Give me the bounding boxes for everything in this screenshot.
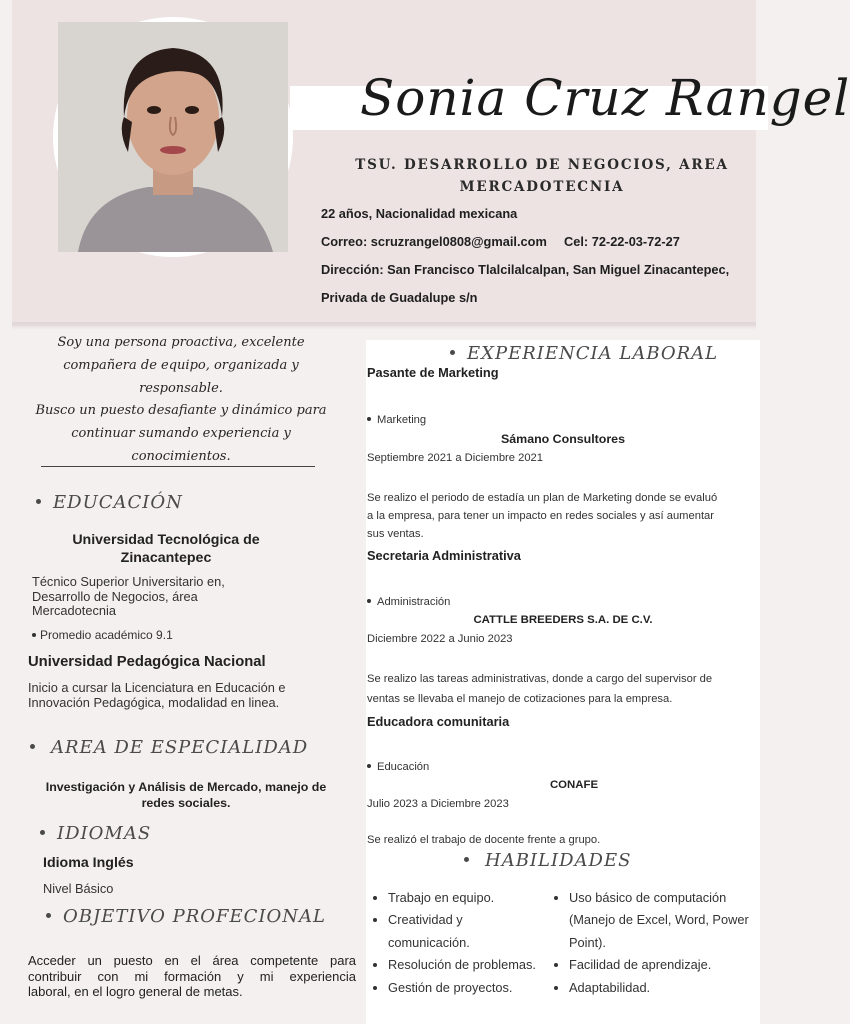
- profile-line: continuar sumando experiencia y: [71, 426, 291, 442]
- degree-1: Técnico Superior Universitario en, Desarrollo de Negocios, área Mercadotecnia: [32, 574, 225, 618]
- age-nationality: 22 años, Nacionalidad mexicana: [321, 206, 518, 221]
- average-item: Promedio académico 9.1: [32, 628, 173, 642]
- profile-line: compañera de equipo, organizada y: [63, 357, 299, 373]
- bullet-icon: [367, 599, 371, 603]
- skills-column-2: [549, 887, 749, 999]
- profile-line: Busco un puesto desafiante y dinámico para: [35, 403, 327, 419]
- bullet-icon: [36, 499, 41, 504]
- job-1-dates: Septiembre 2021 a Diciembre 2021: [367, 452, 543, 464]
- bullet-icon: [32, 633, 36, 637]
- job-3-company: CONAFE: [549, 779, 599, 791]
- profile-line: responsable.: [139, 380, 223, 396]
- candidate-title: TSU. DESARROLLO DE NEGOCIOS, AREA MERCADOTECNIA: [355, 157, 729, 195]
- language-name: Idioma Inglés: [43, 855, 134, 871]
- job-3-description: Se realizó el trabajo de docente frente a grupo.: [367, 834, 601, 846]
- profile-divider: [41, 466, 315, 467]
- job-2-area: Administración: [367, 596, 450, 608]
- skill-item: • Adaptabilidad.: [569, 977, 749, 999]
- job-2-dates: Diciembre 2022 a Junio 2023: [367, 633, 513, 645]
- address-line-2: Privada de Guadalupe s/n: [321, 290, 478, 305]
- education-heading: EDUCACIÓN: [36, 492, 183, 513]
- skills-heading: HABILIDADES: [464, 850, 631, 871]
- bullet-icon: [30, 744, 35, 749]
- bullet-icon: [46, 913, 51, 918]
- job-1-role: Pasante de Marketing: [367, 365, 499, 380]
- job-3-area: Educación: [367, 761, 429, 773]
- skill-item: • Resolución de problemas.: [388, 954, 536, 976]
- job-1-area: Marketing: [367, 414, 426, 426]
- school-1-name: Universidad Tecnológica de Zinacantepec: [72, 532, 260, 566]
- objective-text: Acceder un puesto en el área competente para contribuir con mi formación y mi experiencia laboral, en el logro general de metas.: [28, 953, 356, 999]
- specialty-heading: AREA DE ESPECIALIDAD: [30, 737, 308, 758]
- skill-item: • Gestión de proyectos.: [388, 977, 536, 999]
- candidate-name: Sonia Cruz Rangel: [360, 69, 850, 127]
- job-2-company: CATTLE BREEDERS S.A. DE C.V.: [473, 614, 653, 626]
- skill-item: • Facilidad de aprendizaje.: [569, 954, 749, 976]
- school-2-name: Universidad Pedagógica Nacional: [28, 654, 266, 670]
- degree-2: Inicio a cursar la Licenciatura en Educación e Innovación Pedagógica, modalidad en linea.: [28, 680, 286, 710]
- skill-item: • Creatividad y comunicación.: [388, 909, 536, 954]
- skills-column-1: [368, 887, 536, 999]
- profile-photo: [58, 22, 288, 252]
- profile-summary: [30, 332, 332, 469]
- language-level: Nivel Básico: [43, 881, 114, 896]
- bullet-icon: [464, 857, 469, 862]
- job-2-role: Secretaria Administrativa: [367, 548, 521, 563]
- objective-heading: OBJETIVO PROFECIONAL: [46, 906, 326, 927]
- address-line-1: Dirección: San Francisco Tlalcilalcalpan, San Miguel Zinacantepec,: [321, 262, 730, 277]
- bullet-icon: [450, 350, 455, 355]
- email-text: Correo: scruzrangel0808@gmail.com: [321, 234, 547, 249]
- bullet-icon: [40, 830, 45, 835]
- languages-heading: IDIOMAS: [40, 823, 151, 844]
- profile-line: conocimientos.: [131, 448, 231, 464]
- job-3-dates: Julio 2023 a Diciembre 2023: [367, 798, 509, 810]
- job-1-company: Sámano Consultores: [501, 432, 625, 446]
- profile-line: Soy una persona proactiva, excelente: [57, 335, 305, 350]
- job-2-description: Se realizo las tareas administrativas, donde a cargo del supervisor de ventas se llevaba el manejo de cotizaciones para la empresa.: [367, 673, 713, 705]
- header-shadow: [12, 322, 756, 330]
- experience-heading: EXPERIENCIA LABORAL: [450, 343, 718, 364]
- job-3-role: Educadora comunitaria: [367, 714, 510, 729]
- contact-line: [321, 234, 680, 249]
- specialty-text: Investigación y Análisis de Mercado, manejo de redes sociales.: [45, 780, 327, 810]
- job-1-description: Se realizo el periodo de estadía un plan de Marketing donde se evaluó a la empresa, para tener un impacto en redes sociales y así aumentar sus ventas.: [367, 492, 718, 541]
- phone-text: Cel: 72-22-03-72-27: [563, 234, 680, 249]
- bullet-icon: [367, 764, 371, 768]
- skill-item: • Trabajo en equipo.: [388, 887, 536, 909]
- bullet-icon: [367, 417, 371, 421]
- skill-item: • Uso básico de computación (Manejo de Excel, Word, Power Point).: [569, 887, 749, 954]
